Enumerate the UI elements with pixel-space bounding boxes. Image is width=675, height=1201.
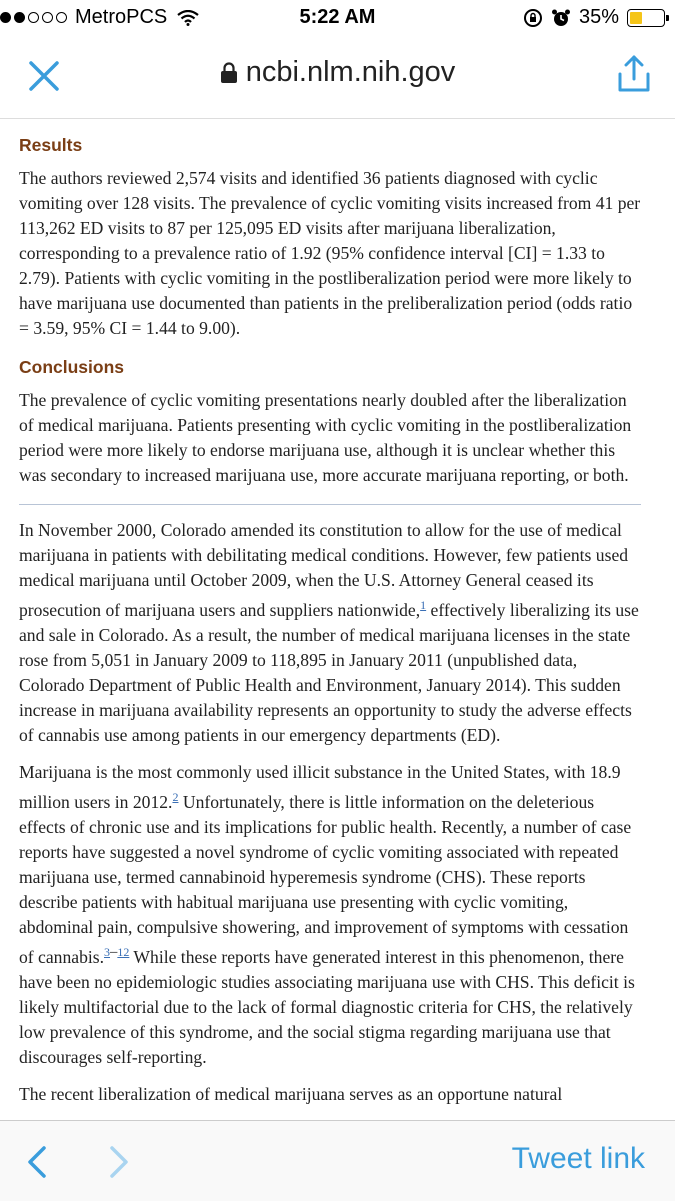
intro-paragraph-1: [19, 518, 641, 748]
signal-icon: [0, 12, 67, 23]
wifi-icon: [177, 10, 199, 26]
share-icon[interactable]: [615, 54, 653, 94]
intro-p1-text-b: effectively liberalizing its use and sale in Colorado. As a result, the number of medical marijuana licenses in the state rose from 5,051 in January 2009 to 118,895 in January 2011 (unpublished data, Colorado Department of Public Health and Environment, January 2014). This sudden increase in marijuana availability represents an opportunity to study the adverse effects of cannabis use among patients in our emergency departments (ED).: [19, 599, 639, 745]
rotation-lock-icon: [523, 8, 543, 28]
intro-p2-text-c: While these reports have generated interest in this phenomenon, there have been no epidemiologic studies associating marijuana use with CHS. This deficit is likely multifactorial due to the lack of formal diagnostic criteria for CHS, the relatively low prevalence of this syndrome, and the social stigma regarding marijuana use that discourages self-reporting.: [19, 946, 635, 1067]
citation-link-12[interactable]: 12: [117, 944, 130, 959]
intro-paragraph-2: [19, 760, 641, 1070]
intro-p1-text-a: In November 2000, Colorado amended its constitution to allow for the use of medical marijuana in patients with debilitating medical conditions. However, few patients used medical marijuana until October 2009, when the U.S. Attorney General ceased its prosecution of marijuana users and suppliers nationwide,: [19, 520, 629, 620]
battery-icon: [627, 9, 665, 27]
status-bar: [0, 0, 675, 40]
lock-icon: [220, 62, 238, 84]
intro-p2-text-b: Unfortunately, there is little information on the deleterious effects of chronic use and its implications for public health. Recently, a number of case reports have suggested a novel syndrome of cyclic vomiting associated with repeated marijuana use, termed cannabinoid hyperemesis syndrome (CHS). These reports describe patients with habitual marijuana use presenting with cyclic vomiting, abdominal pain, compulsive showering, and improvement of symptoms with cessation of cannabis.: [19, 791, 632, 967]
citation-link-1[interactable]: 1: [420, 598, 427, 612]
page-content[interactable]: [0, 118, 675, 1121]
status-right: [523, 6, 665, 29]
citation-dash: –: [110, 943, 118, 960]
browser-nav-bar: [0, 42, 675, 116]
carrier-name: MetroPCS: [75, 6, 168, 28]
article-body: [0, 133, 675, 1107]
results-heading: Results: [19, 135, 83, 155]
url-display[interactable]: [0, 56, 675, 89]
url-text: ncbi.nlm.nih.gov: [245, 56, 456, 88]
intro-paragraph-3: The recent liberalization of medical marijuana serves as an opportune natural: [19, 1083, 563, 1104]
conclusions-heading: Conclusions: [19, 357, 125, 377]
clock: 5:22 AM: [299, 6, 376, 28]
section-divider: [19, 504, 641, 505]
citation-link-3[interactable]: 3: [104, 944, 111, 959]
back-icon[interactable]: [25, 1145, 49, 1179]
conclusions-paragraph: The prevalence of cyclic vomiting presentations nearly doubled after the liberalization of medical marijuana. Patients presenting with cyclic vomiting in the postliberalization period were more likely to endorse marijuana use, although it is unclear whether this was secondary to increased marijuana use, more accurate marijuana reporting, or both.: [19, 390, 632, 485]
intro-p2-text-a: Marijuana is the most commonly used illicit substance in the United States, with 18.9 million users in 2012.: [19, 761, 621, 812]
tweet-link-button[interactable]: Tweet link: [511, 1142, 645, 1175]
alarm-icon: [551, 8, 571, 28]
forward-icon[interactable]: [107, 1145, 131, 1179]
citation-link-2[interactable]: 2: [172, 789, 179, 804]
bottom-toolbar: [0, 1120, 675, 1201]
battery-percent: 35%: [578, 6, 619, 28]
carrier-group: [0, 6, 199, 29]
results-paragraph: The authors reviewed 2,574 visits and identified 36 patients diagnosed with cyclic vomiting over 128 visits. The prevalence of cyclic vomiting visits increased from 41 per 113,262 ED visits to 87 per 125,095 ED visits after marijuana liberalization, corresponding to a prevalence ratio of 1.92 (95% confidence interval [CI] = 1.33 to 2.79). Patients with cyclic vomiting in the postliberalization period were more likely to have marijuana use documented than patients in the preliberalization period (odds ratio = 3.59, 95% CI = 1.44 to 9.00).: [19, 168, 641, 338]
